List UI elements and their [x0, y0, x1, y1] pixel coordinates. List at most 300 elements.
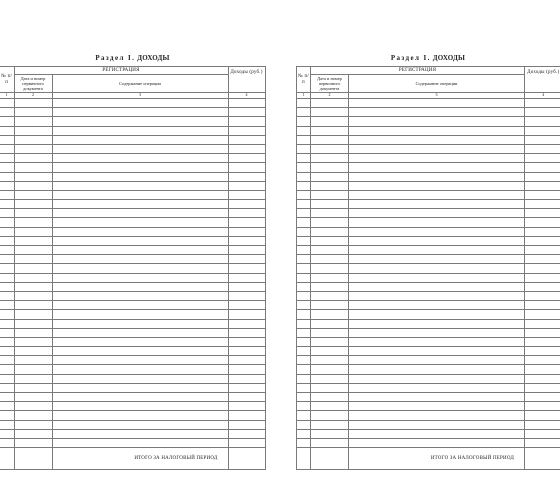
ledger-cell-num [297, 337, 311, 346]
ledger-cell-document [14, 374, 52, 383]
ledger-cell-income [228, 328, 265, 337]
ledger-cell-document [14, 126, 52, 135]
ledger-cell-num [297, 438, 311, 447]
header-row-group [0, 67, 265, 75]
ledger-cell-content [52, 209, 228, 218]
ledger-cell-income [228, 246, 265, 255]
table-row [0, 438, 265, 447]
ledger-cell-content [52, 402, 228, 411]
ledger-cell-document [311, 347, 349, 356]
table-row [297, 255, 560, 264]
ledger-cell-content [349, 209, 525, 218]
ledger-cell-content [52, 393, 228, 402]
ledger-cell-document [14, 181, 52, 190]
table-row [297, 429, 560, 438]
ledger-cell-document [311, 411, 349, 420]
ledger-cell-content [349, 154, 525, 163]
ledger-cell-content [52, 154, 228, 163]
ledger-cell-document [311, 273, 349, 282]
table-row [297, 236, 560, 245]
ledger-cell-content [349, 190, 525, 199]
ledger-cell-income [228, 218, 265, 227]
table-row [297, 126, 560, 135]
ledger-cell-num [0, 108, 14, 117]
section-title [0, 54, 265, 62]
ledger-cell-income [228, 154, 265, 163]
total-cell-document [14, 448, 52, 470]
ledger-cell-num [0, 181, 14, 190]
ledger-cell-income [228, 144, 265, 153]
table-row [297, 411, 560, 420]
table-row [297, 246, 560, 255]
ledger-cell-income [525, 163, 560, 172]
ledger-cell-income [525, 200, 560, 209]
table-row [0, 117, 265, 126]
ledger-cell-income [525, 172, 560, 181]
ledger-cell-num [0, 337, 14, 346]
ledger-cell-num [0, 301, 14, 310]
ledger-cell-income [525, 181, 560, 190]
ledger-cell-income [228, 438, 265, 447]
ledger-cell-income [525, 393, 560, 402]
ledger-cell-document [311, 144, 349, 153]
ledger-cell-content [52, 181, 228, 190]
ledger-cell-content [349, 108, 525, 117]
table-row [0, 236, 265, 245]
ledger-cell-content [349, 411, 525, 420]
ledger-cell-content [349, 365, 525, 374]
ledger-cell-num [297, 420, 311, 429]
ledger-cell-num [0, 246, 14, 255]
table-row [0, 337, 265, 346]
header-row-sub [0, 75, 265, 93]
ledger-cell-content [52, 301, 228, 310]
ledger-cell-income [228, 365, 265, 374]
column-header-document: Дата и номер первичного документа [14, 75, 52, 93]
table-row [297, 374, 560, 383]
column-group-registration: РЕГИСТРАЦИЯ [14, 67, 228, 75]
ledger-cell-num [0, 190, 14, 199]
income-ledger-table [0, 66, 266, 470]
ledger-cell-document [14, 273, 52, 282]
ledger-cell-num [0, 273, 14, 282]
ledger-cell-document [311, 264, 349, 273]
ledger-cell-content [52, 236, 228, 245]
total-cell-num [0, 448, 14, 470]
ledger-cell-document [14, 190, 52, 199]
ledger-cell-income [228, 200, 265, 209]
ledger-cell-content [349, 301, 525, 310]
ledger-cell-num [297, 200, 311, 209]
ledger-cell-income [525, 218, 560, 227]
column-index: 2 [14, 93, 52, 99]
table-row [297, 163, 560, 172]
ledger-cell-document [14, 209, 52, 218]
table-row [0, 374, 265, 383]
table-row [0, 126, 265, 135]
ledger-cell-num [297, 282, 311, 291]
ledger-cell-document [311, 356, 349, 365]
ledger-cell-document [311, 420, 349, 429]
ledger-cell-content [349, 135, 525, 144]
ledger-cell-document [311, 319, 349, 328]
ledger-cell-content [349, 393, 525, 402]
section-prefix: Раздел I. [390, 54, 431, 62]
ledger-cell-num [297, 246, 311, 255]
ledger-cell-num [0, 365, 14, 374]
ledger-cell-income [525, 273, 560, 282]
ledger-cell-content [52, 135, 228, 144]
column-index: 3 [349, 93, 525, 99]
column-header-num: № п/п [0, 67, 14, 93]
table-row [0, 347, 265, 356]
ledger-cell-num [297, 291, 311, 300]
ledger-cell-document [14, 347, 52, 356]
table-row [0, 383, 265, 392]
ledger-cell-num [297, 347, 311, 356]
ledger-cell-num [0, 99, 14, 108]
table-row [297, 108, 560, 117]
ledger-cell-content [349, 429, 525, 438]
ledger-cell-income [525, 282, 560, 291]
ledger-cell-income [228, 347, 265, 356]
ledger-cell-document [311, 154, 349, 163]
ledger-cell-document [311, 255, 349, 264]
ledger-cell-income [228, 181, 265, 190]
ledger-cell-document [14, 337, 52, 346]
ledger-cell-content [52, 328, 228, 337]
ledger-cell-income [525, 264, 560, 273]
ledger-cell-num [297, 181, 311, 190]
ledger-cell-content [52, 144, 228, 153]
total-cell-income [525, 448, 560, 470]
ledger-cell-content [349, 347, 525, 356]
ledger-cell-income [228, 429, 265, 438]
table-row [0, 429, 265, 438]
ledger-cell-num [297, 172, 311, 181]
ledger-cell-num [297, 310, 311, 319]
table-row [0, 264, 265, 273]
ledger-cell-content [349, 291, 525, 300]
ledger-cell-document [311, 310, 349, 319]
ledger-cell-income [525, 209, 560, 218]
table-row [297, 282, 560, 291]
ledger-cell-num [0, 291, 14, 300]
table-row [297, 356, 560, 365]
ledger-cell-content [52, 227, 228, 236]
ledger-cell-income [525, 154, 560, 163]
ledger-cell-content [52, 411, 228, 420]
ledger-cell-num [297, 190, 311, 199]
ledger-cell-income [525, 301, 560, 310]
ledger-cell-document [14, 218, 52, 227]
table-row [0, 310, 265, 319]
ledger-cell-income [525, 99, 560, 108]
ledger-cell-income [525, 402, 560, 411]
ledger-cell-content [52, 383, 228, 392]
ledger-cell-content [349, 236, 525, 245]
ledger-cell-income [228, 236, 265, 245]
ledger-cell-num [297, 328, 311, 337]
ledger-cell-document [311, 163, 349, 172]
table-row [297, 273, 560, 282]
ledger-cell-document [311, 108, 349, 117]
section-title [296, 54, 560, 62]
table-row [297, 209, 560, 218]
column-header-income: Доходы (руб.) [228, 67, 265, 93]
ledger-cell-num [297, 163, 311, 172]
table-row [0, 255, 265, 264]
ledger-cell-num [297, 135, 311, 144]
ledger-cell-content [52, 429, 228, 438]
ledger-cell-document [311, 365, 349, 374]
ledger-cell-content [349, 117, 525, 126]
ledger-cell-content [349, 420, 525, 429]
table-row [0, 291, 265, 300]
table-row [297, 172, 560, 181]
table-row [297, 144, 560, 153]
table-row [0, 154, 265, 163]
table-row [297, 99, 560, 108]
ledger-cell-content [52, 99, 228, 108]
ledger-cell-document [311, 246, 349, 255]
ledger-cell-num [297, 393, 311, 402]
ledger-cell-income [228, 117, 265, 126]
table-row [297, 347, 560, 356]
ledger-cell-num [297, 144, 311, 153]
table-row [297, 420, 560, 429]
ledger-cell-content [349, 273, 525, 282]
table-row [297, 264, 560, 273]
ledger-cell-content [349, 181, 525, 190]
ledger-cell-document [14, 383, 52, 392]
total-label: ИТОГО ЗА НАЛОГОВЫЙ ПЕРИОД [52, 448, 228, 470]
ledger-cell-num [297, 273, 311, 282]
ledger-cell-income [228, 172, 265, 181]
ledger-cell-document [311, 190, 349, 199]
ledger-cell-content [349, 126, 525, 135]
ledger-cell-income [228, 402, 265, 411]
ledger-cell-document [311, 337, 349, 346]
ledger-cell-document [311, 438, 349, 447]
ledger-cell-document [311, 135, 349, 144]
column-header-document: Дата и номер первичного документа [311, 75, 349, 93]
column-header-content: Содержание операции [349, 75, 525, 93]
table-row [297, 154, 560, 163]
ledger-cell-document [14, 200, 52, 209]
column-index: 1 [297, 93, 311, 99]
ledger-cell-document [14, 108, 52, 117]
ledger-cell-num [0, 209, 14, 218]
table-row [297, 200, 560, 209]
ledger-cell-document [311, 117, 349, 126]
ledger-cell-num [297, 365, 311, 374]
table-row [297, 393, 560, 402]
ledger-cell-num [297, 411, 311, 420]
ledger-cell-num [0, 154, 14, 163]
ledger-cell-income [228, 264, 265, 273]
ledger-cell-content [52, 163, 228, 172]
ledger-cell-document [14, 420, 52, 429]
ledger-cell-content [52, 172, 228, 181]
ledger-cell-income [228, 420, 265, 429]
ledger-cell-content [52, 255, 228, 264]
ledger-cell-content [52, 282, 228, 291]
ledger-cell-content [52, 347, 228, 356]
table-row [0, 108, 265, 117]
ledger-cell-document [14, 356, 52, 365]
ledger-cell-num [297, 374, 311, 383]
table-row [297, 328, 560, 337]
ledger-cell-content [52, 374, 228, 383]
ledger-cell-income [525, 356, 560, 365]
ledger-cell-num [0, 227, 14, 236]
ledger-cell-content [349, 144, 525, 153]
ledger-cell-num [0, 282, 14, 291]
ledger-cell-num [297, 108, 311, 117]
ledger-cell-income [525, 374, 560, 383]
ledger-cell-income [228, 383, 265, 392]
ledger-cell-num [0, 255, 14, 264]
table-row [0, 282, 265, 291]
ledger-cell-income [525, 291, 560, 300]
ledger-cell-income [525, 246, 560, 255]
ledger-cell-document [311, 99, 349, 108]
ledger-cell-num [0, 126, 14, 135]
ledger-cell-income [525, 411, 560, 420]
ledger-cell-content [52, 200, 228, 209]
table-row [0, 172, 265, 181]
table-row [297, 190, 560, 199]
ledger-cell-income [525, 227, 560, 236]
table-row [0, 420, 265, 429]
ledger-cell-content [349, 227, 525, 236]
ledger-cell-income [525, 328, 560, 337]
ledger-cell-income [228, 99, 265, 108]
table-row [297, 365, 560, 374]
total-cell-income [228, 448, 265, 470]
ledger-cell-content [349, 402, 525, 411]
ledger-cell-document [14, 393, 52, 402]
ledger-cell-num [0, 411, 14, 420]
ledger-cell-content [349, 255, 525, 264]
ledger-cell-content [349, 310, 525, 319]
ledger-cell-num [0, 438, 14, 447]
ledger-cell-income [525, 365, 560, 374]
ledger-cell-income [228, 209, 265, 218]
table-row [297, 218, 560, 227]
ledger-cell-income [228, 126, 265, 135]
column-index: 2 [311, 93, 349, 99]
ledger-cell-income [228, 108, 265, 117]
ledger-cell-income [228, 310, 265, 319]
ledger-cell-num [0, 319, 14, 328]
column-index: 4 [525, 93, 560, 99]
table-row [0, 273, 265, 282]
header-row-group [297, 67, 560, 75]
ledger-cell-income [525, 135, 560, 144]
ledger-cell-content [349, 356, 525, 365]
table-row [0, 144, 265, 153]
table-row [0, 301, 265, 310]
ledger-cell-income [525, 236, 560, 245]
ledger-cell-income [228, 319, 265, 328]
ledger-cell-num [297, 264, 311, 273]
table-row [0, 99, 265, 108]
table-row [0, 227, 265, 236]
ledger-cell-content [52, 337, 228, 346]
ledger-cell-document [311, 402, 349, 411]
table-row [0, 356, 265, 365]
ledger-cell-income [525, 144, 560, 153]
ledger-cell-document [14, 438, 52, 447]
ledger-cell-num [297, 209, 311, 218]
ledger-cell-income [228, 374, 265, 383]
section-name: ДОХОДЫ [432, 54, 466, 62]
ledger-cell-content [349, 337, 525, 346]
table-row [297, 383, 560, 392]
ledger-cell-content [52, 319, 228, 328]
table-row [297, 319, 560, 328]
total-cell-num [297, 448, 311, 470]
table-row [0, 319, 265, 328]
table-row [0, 135, 265, 144]
ledger-cell-income [228, 291, 265, 300]
ledger-cell-document [14, 236, 52, 245]
table-row [0, 365, 265, 374]
ledger-cell-document [14, 264, 52, 273]
ledger-cell-num [297, 126, 311, 135]
ledger-cell-content [349, 383, 525, 392]
ledger-cell-num [297, 301, 311, 310]
ledger-cell-content [52, 264, 228, 273]
ledger-cell-document [311, 200, 349, 209]
ledger-cell-income [228, 135, 265, 144]
ledger-cell-document [14, 301, 52, 310]
ledger-cell-income [228, 163, 265, 172]
ledger-cell-content [349, 282, 525, 291]
table-row [297, 310, 560, 319]
table-row [0, 411, 265, 420]
column-group-registration: РЕГИСТРАЦИЯ [311, 67, 525, 75]
table-row [0, 328, 265, 337]
ledger-cell-num [0, 200, 14, 209]
ledger-cell-document [14, 282, 52, 291]
ledger-cell-document [14, 172, 52, 181]
ledger-cell-document [311, 328, 349, 337]
ledger-cell-content [52, 246, 228, 255]
ledger-cell-num [297, 383, 311, 392]
ledger-cell-document [14, 117, 52, 126]
table-row [297, 402, 560, 411]
ledger-cell-income [525, 126, 560, 135]
ledger-cell-num [0, 236, 14, 245]
ledger-cell-income [525, 347, 560, 356]
ledger-cell-document [311, 172, 349, 181]
ledger-cell-document [14, 255, 52, 264]
ledger-cell-income [228, 282, 265, 291]
ledger-cell-num [0, 264, 14, 273]
ledger-cell-content [349, 200, 525, 209]
column-index: 3 [52, 93, 228, 99]
ledger-cell-content [349, 438, 525, 447]
ledger-cell-num [0, 172, 14, 181]
table-row [0, 402, 265, 411]
ledger-cell-content [349, 328, 525, 337]
ledger-cell-income [525, 383, 560, 392]
ledger-cell-income [228, 411, 265, 420]
ledger-cell-income [525, 117, 560, 126]
